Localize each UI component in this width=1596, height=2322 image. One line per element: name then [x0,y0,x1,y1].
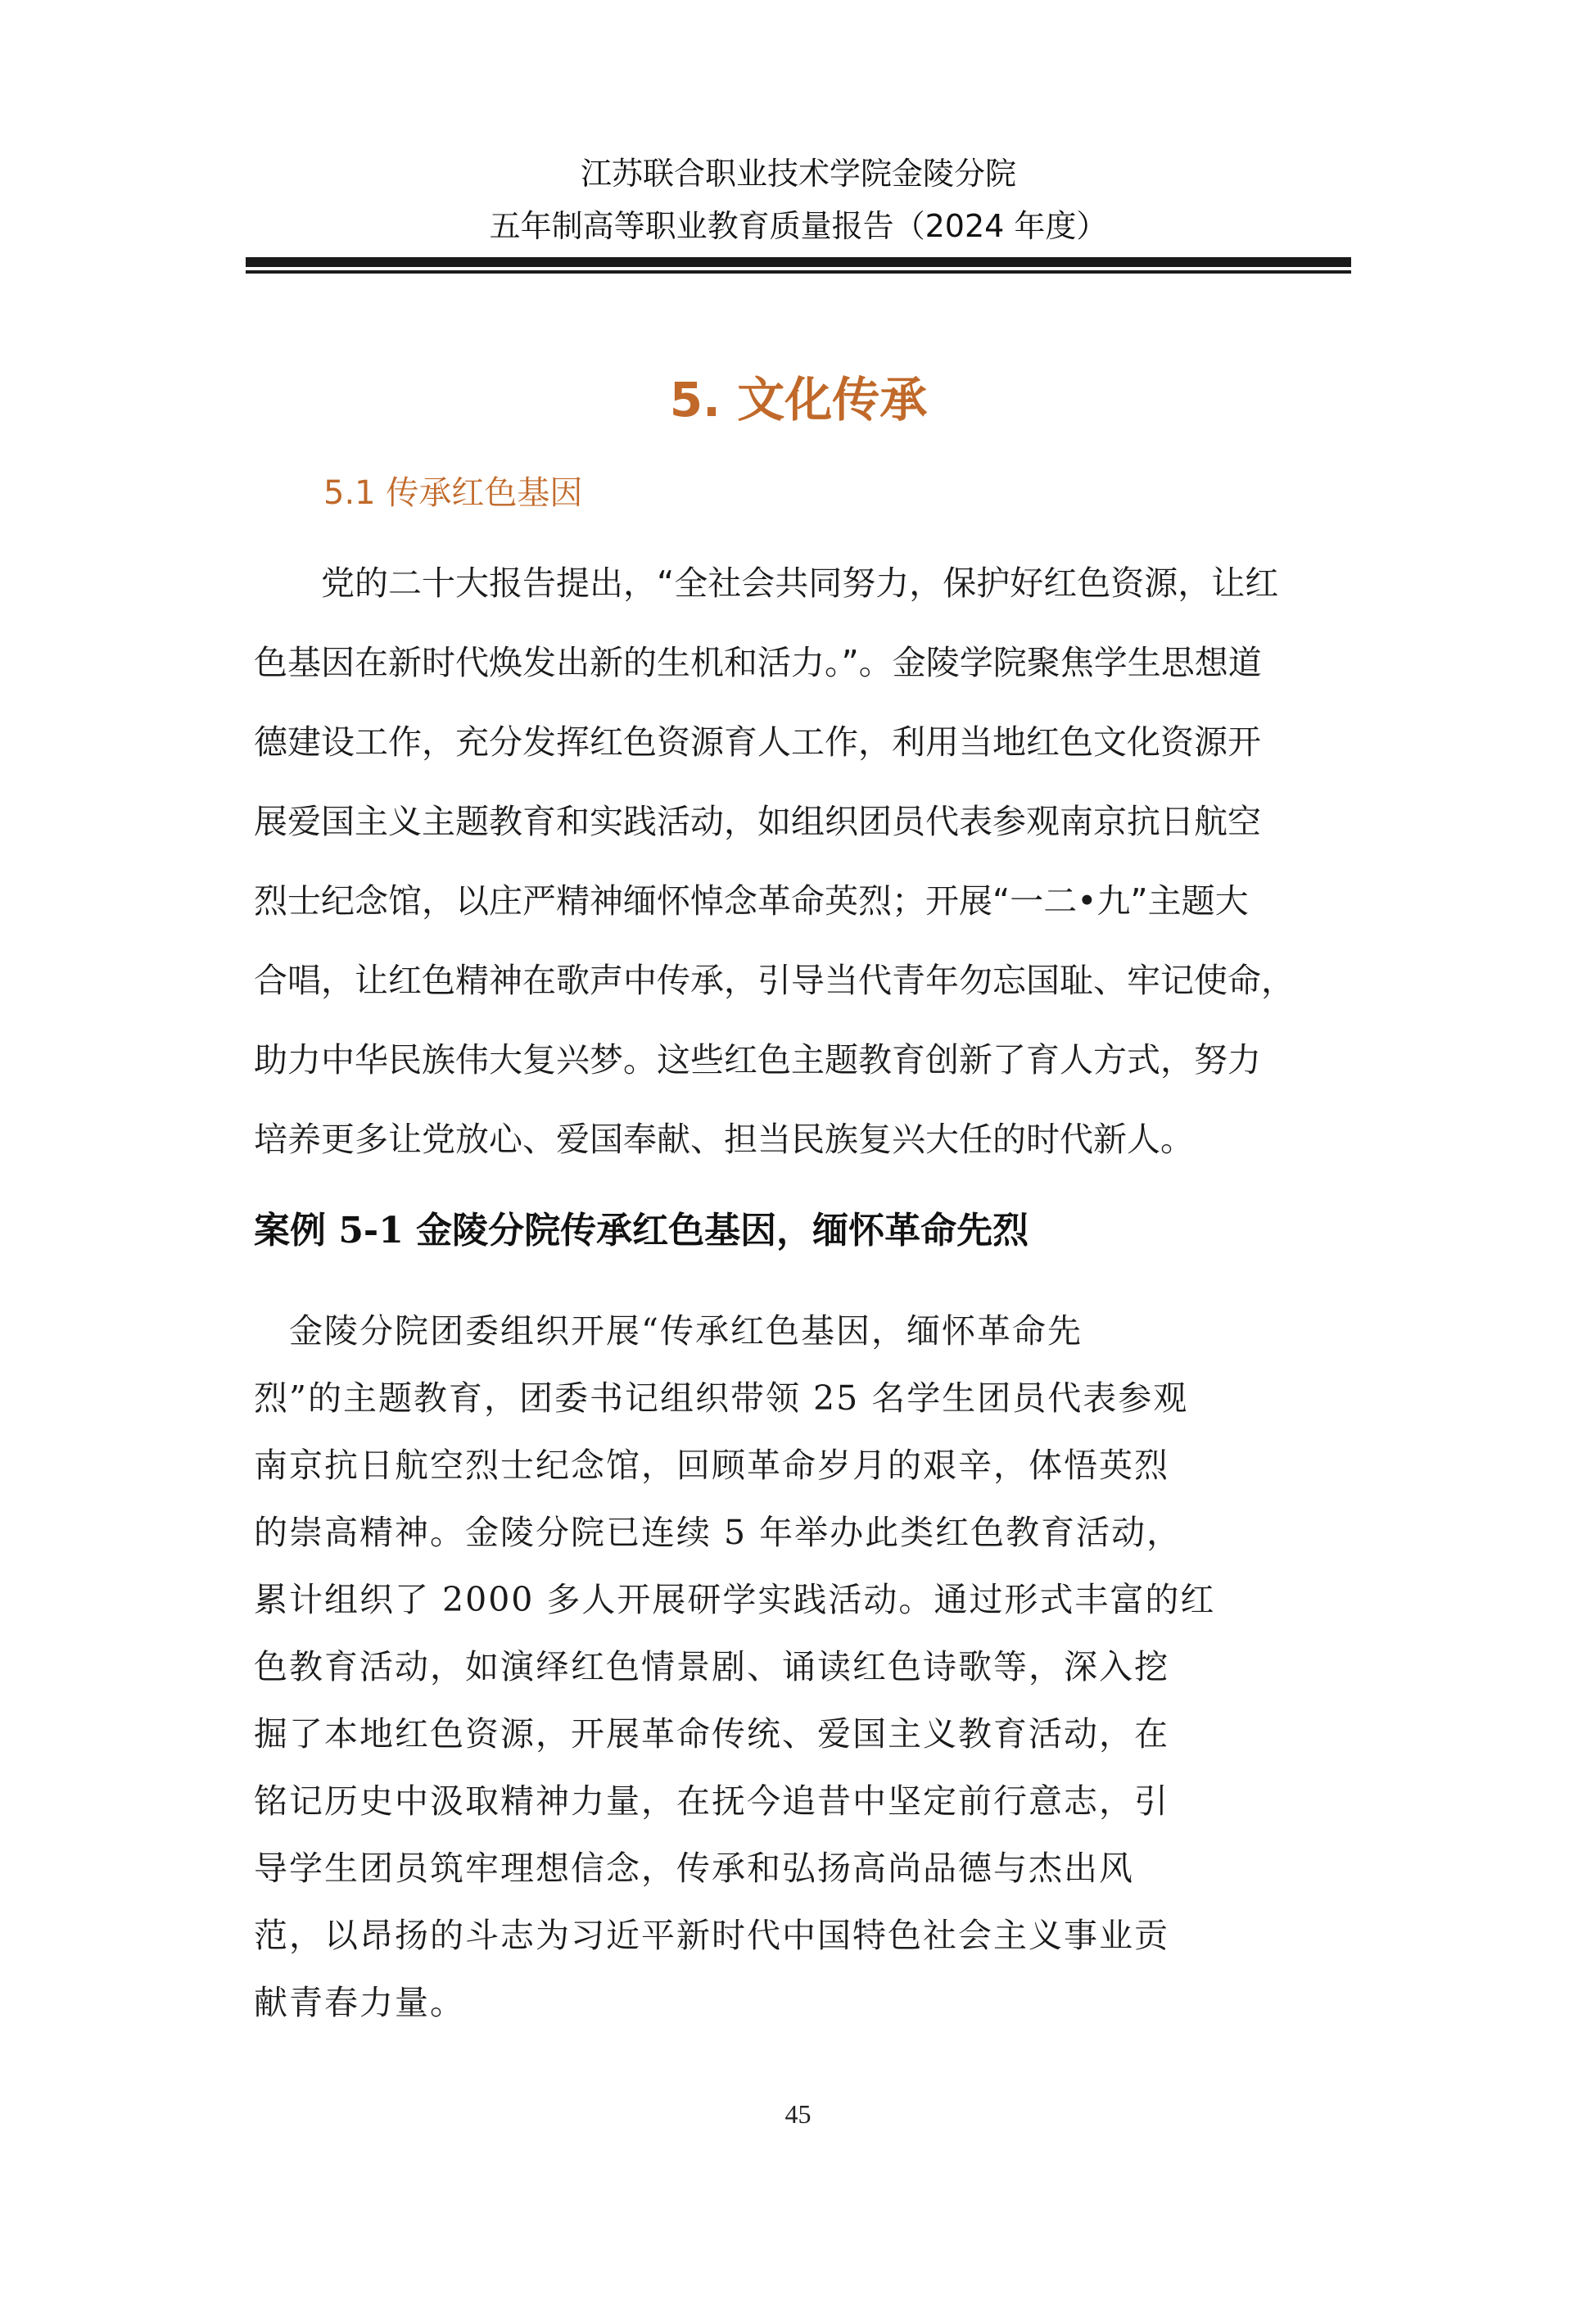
case-paragraph-line: 掘了本地红色资源，开展革命传统、爱国主义教育活动，在 [254,1714,1169,1754]
header-rule-thick [246,257,1351,267]
main-paragraph-line: 党的二十大报告提出，“全社会共同努力，保护好红色资源，让红 [254,564,1279,603]
page-number: 45 [784,2099,812,2129]
header-report-title: 五年制高等职业教育质量报告（2024 年度） [489,208,1108,244]
case-paragraph-line: 累计组织了 2000 多人开展研学实践活动。通过形式丰富的红 [254,1580,1216,1619]
main-paragraph-line: 助力中华民族伟大复兴梦。这些红色主题教育创新了育人方式，努力 [254,1040,1261,1080]
case-paragraph-line: 色教育活动，如演绎红色情景剧、诵读红色诗歌等，深入挖 [254,1647,1169,1686]
case-paragraph-line: 铭记历史中汲取精神力量，在抚今追昔中坚定前行意志，引 [254,1781,1169,1821]
section-title: 5.1 传承红色基因 [323,474,583,512]
case-paragraph-line: 献青春力量。 [254,1983,465,2022]
main-paragraph-line: 德建设工作，充分发挥红色资源育人工作，利用当地红色文化资源开 [254,722,1261,762]
case-paragraph-line: 范，以昂扬的斗志为习近平新时代中国特色社会主义事业贡 [254,1916,1169,1955]
case-paragraph-line: 导学生团员筑牢理想信念，传承和弘扬高尚品德与杰出风 [254,1849,1134,1888]
main-paragraph-line: 展爱国主义主题教育和实践活动，如组织团员代表参观南京抗日航空 [254,802,1261,841]
main-paragraph-line: 烈士纪念馆，以庄严精神缅怀悼念革命英烈；开展“一二•九”主题大 [254,881,1249,921]
case-paragraph-line: 南京抗日航空烈士纪念馆，回顾革命岁月的艰辛，体悟英烈 [254,1446,1169,1485]
case-paragraph-line: 金陵分院团委组织开展“传承红色基因，缅怀革命先 [254,1311,1083,1351]
case-title: 案例 5-1 金陵分院传承红色基因，缅怀革命先烈 [254,1210,1029,1252]
case-paragraph [254,1297,1351,2036]
case-paragraph-line: 烈”的主题教育，团委书记组织带领 25 名学生团员代表参观 [254,1378,1189,1418]
main-paragraph [254,544,1351,1179]
page-header [246,147,1351,252]
main-paragraph-line: 合唱，让红色精神在歌声中传承，引导当代青年勿忘国耻、牢记使命， [254,961,1295,1000]
header-institution: 江苏联合职业技术学院金陵分院 [580,156,1016,192]
chapter-title: 5. 文化传承 [669,372,928,428]
header-rule-thin [246,270,1351,274]
case-paragraph-line: 的崇高精神。金陵分院已连续 5 年举办此类红色教育活动， [254,1513,1182,1552]
main-paragraph-line: 色基因在新时代焕发出新的生机和活力。”。金陵学院聚焦学生思想道 [254,643,1262,682]
main-paragraph-line: 培养更多让党放心、爱国奉献、担当民族复兴大任的时代新人。 [254,1120,1194,1159]
